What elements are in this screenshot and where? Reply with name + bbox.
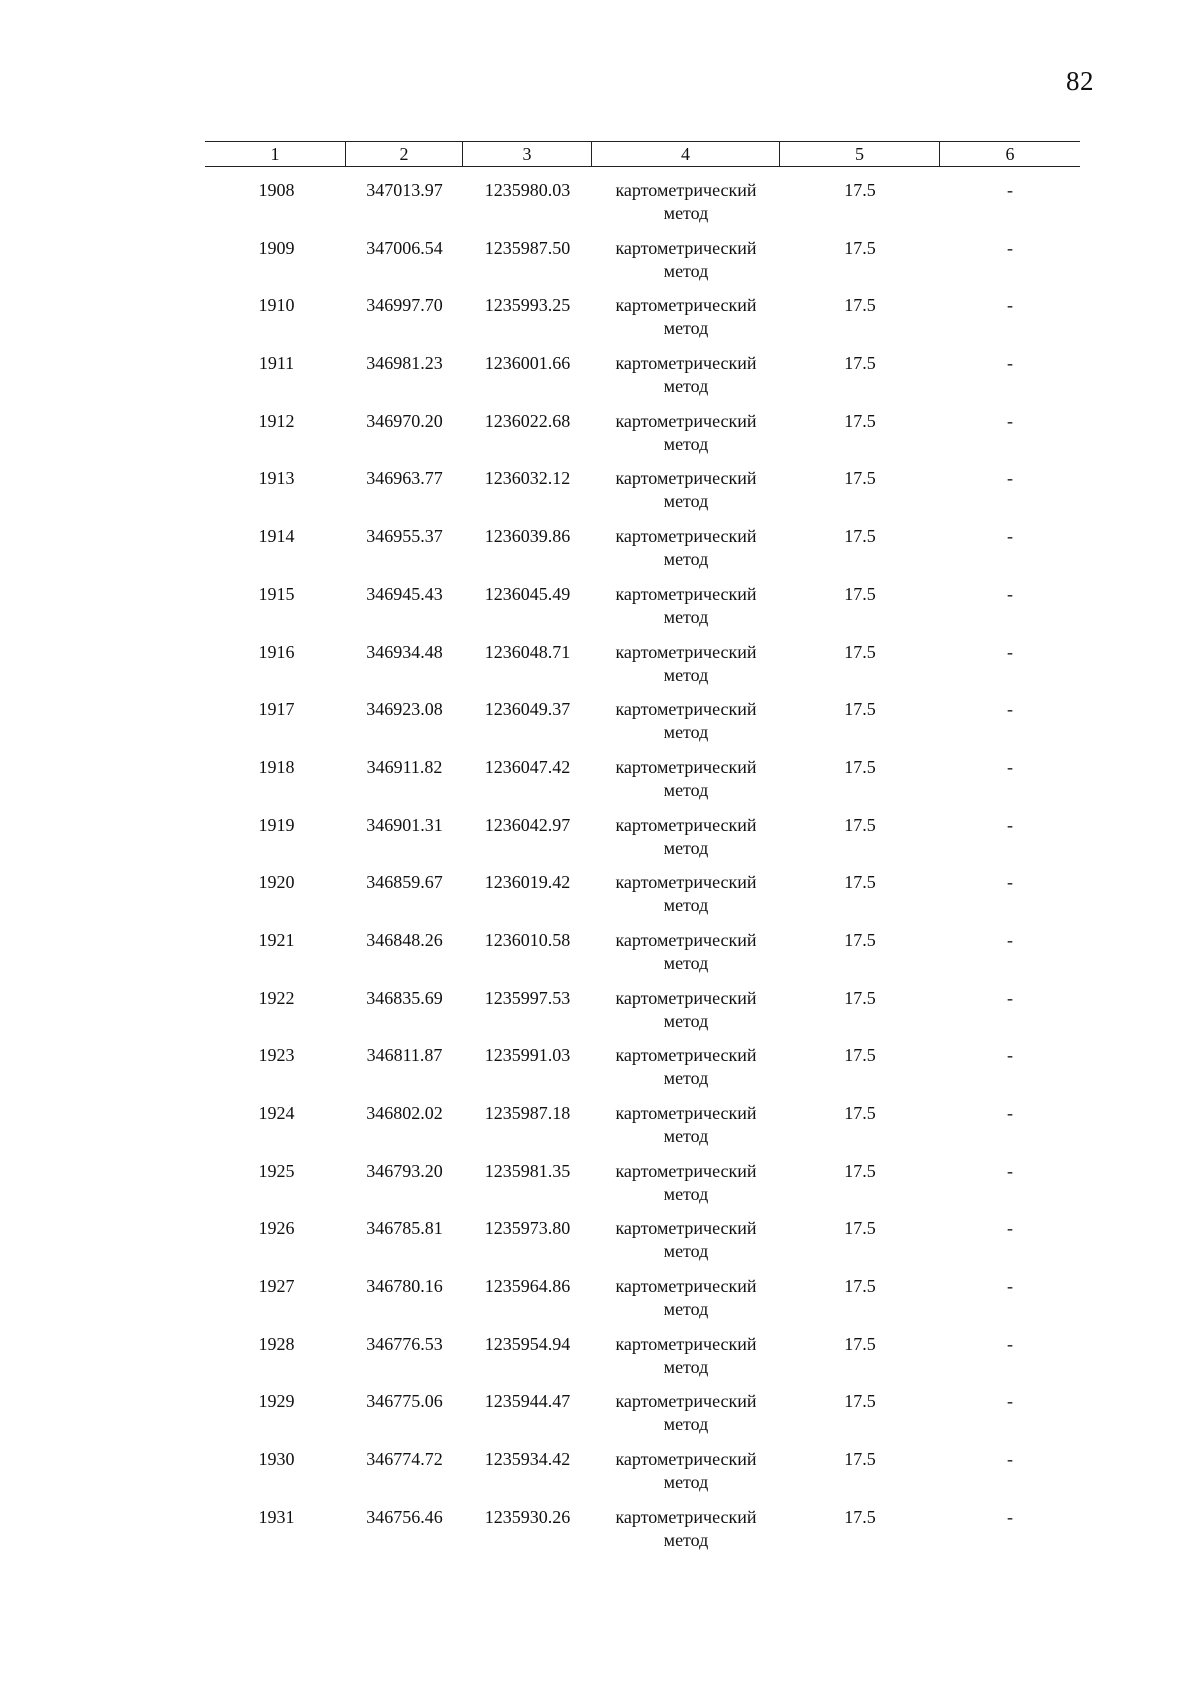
header-col-3: 3: [463, 142, 592, 166]
table-row: [205, 1160, 1080, 1218]
method-line-1: картометрический: [615, 180, 757, 200]
method-line-2: метод: [663, 260, 709, 281]
method-cell: [592, 1275, 780, 1333]
table-row: [205, 814, 1080, 872]
point-id-cell: 1916: [258, 641, 295, 662]
method-line-1: картометрический: [615, 1333, 757, 1354]
method-line-2: метод: [663, 491, 709, 512]
note-cell: -: [1007, 410, 1013, 431]
method-line-2: метод: [663, 549, 709, 570]
method-line-1: картометрический: [615, 1045, 757, 1066]
point-id-cell: 1912: [258, 410, 295, 431]
x-coordinate-cell: 346785.81: [366, 1218, 443, 1239]
point-id-cell: 1915: [258, 583, 295, 604]
method-line-2: метод: [663, 1241, 709, 1262]
point-id-cell: 1919: [258, 814, 295, 835]
table-row: [205, 237, 1080, 295]
accuracy-cell: 17.5: [844, 410, 876, 431]
note-cell: -: [1007, 1449, 1013, 1470]
accuracy-cell: 17.5: [844, 1160, 876, 1181]
x-coordinate-cell: 346859.67: [366, 872, 443, 893]
note-cell: -: [1007, 699, 1013, 720]
table-row: [205, 1333, 1080, 1391]
y-coordinate-cell: 1236045.49: [484, 583, 571, 604]
method-line-1: картометрический: [615, 526, 757, 547]
method-cell: [592, 467, 780, 525]
method-cell: [592, 583, 780, 641]
accuracy-cell: 17.5: [844, 295, 876, 316]
table-row: [205, 352, 1080, 410]
note-cell: -: [1007, 353, 1013, 374]
note-cell: -: [1007, 1218, 1013, 1239]
x-coordinate-cell: 346923.08: [366, 699, 443, 720]
method-line-1: картометрический: [615, 353, 757, 374]
table-row: [205, 1448, 1080, 1506]
method-line-1: картометрический: [615, 583, 757, 604]
table-row: [205, 1506, 1080, 1564]
y-coordinate-cell: 1235930.26: [484, 1506, 571, 1527]
point-id-cell: 1925: [258, 1160, 295, 1181]
point-id-cell: 1927: [258, 1276, 295, 1297]
method-cell: [592, 294, 780, 352]
method-line-2: метод: [663, 203, 709, 223]
table-row: [205, 525, 1080, 583]
method-line-1: картометрический: [615, 468, 757, 489]
accuracy-cell: 17.5: [844, 180, 876, 200]
x-coordinate-cell: 346774.72: [366, 1449, 443, 1470]
accuracy-cell: 17.5: [844, 1276, 876, 1297]
y-coordinate-cell: 1235973.80: [484, 1218, 571, 1239]
y-coordinate-cell: 1236010.58: [484, 929, 571, 950]
method-line-2: метод: [663, 722, 709, 743]
method-cell: [592, 641, 780, 699]
accuracy-cell: 17.5: [844, 468, 876, 489]
note-cell: -: [1007, 1103, 1013, 1123]
y-coordinate-cell: 1236022.68: [484, 410, 571, 431]
x-coordinate-cell: 346848.26: [366, 929, 443, 950]
method-line-2: метод: [663, 1299, 709, 1320]
method-line-1: картометрический: [615, 1160, 757, 1181]
note-cell: -: [1007, 1276, 1013, 1297]
method-line-1: картометрический: [615, 987, 757, 1008]
method-cell: [592, 814, 780, 872]
accuracy-cell: 17.5: [844, 583, 876, 604]
note-cell: -: [1007, 1391, 1013, 1412]
x-coordinate-cell: 346963.77: [366, 468, 443, 489]
y-coordinate-cell: 1236019.42: [484, 872, 571, 893]
method-cell: [592, 929, 780, 987]
method-cell: [592, 1102, 780, 1160]
note-cell: -: [1007, 987, 1013, 1008]
accuracy-cell: 17.5: [844, 814, 876, 835]
y-coordinate-cell: 1236039.86: [484, 526, 571, 547]
point-id-cell: 1920: [258, 872, 295, 893]
table-row: [205, 1217, 1080, 1275]
method-line-1: картометрический: [615, 1103, 757, 1123]
table-row: [205, 929, 1080, 987]
x-coordinate-cell: 346970.20: [366, 410, 443, 431]
method-line-1: картометрический: [615, 237, 757, 258]
x-coordinate-cell: 347013.97: [366, 180, 443, 200]
method-line-1: картометрический: [615, 410, 757, 431]
x-coordinate-cell: 346811.87: [366, 1045, 443, 1066]
x-coordinate-cell: 346802.02: [366, 1103, 443, 1123]
method-line-1: картометрический: [615, 1391, 757, 1412]
method-line-1: картометрический: [615, 1449, 757, 1470]
point-id-cell: 1911: [258, 353, 295, 374]
accuracy-cell: 17.5: [844, 929, 876, 950]
method-line-1: картометрический: [615, 1218, 757, 1239]
x-coordinate-cell: 346911.82: [366, 756, 443, 777]
method-line-2: метод: [663, 952, 709, 973]
x-coordinate-cell: 346997.70: [366, 295, 443, 316]
point-id-cell: 1913: [258, 468, 295, 489]
table-row: [205, 410, 1080, 468]
point-id-cell: 1926: [258, 1218, 295, 1239]
point-id-cell: 1931: [258, 1506, 295, 1527]
table-row: [205, 698, 1080, 756]
method-line-1: картометрический: [615, 1276, 757, 1297]
y-coordinate-cell: 1236001.66: [484, 353, 571, 374]
page-number: 82: [1066, 66, 1094, 96]
point-id-cell: 1921: [258, 929, 295, 950]
table-row: [205, 294, 1080, 352]
point-id-cell: 1930: [258, 1449, 295, 1470]
y-coordinate-cell: 1235997.53: [484, 987, 571, 1008]
method-line-1: картометрический: [615, 814, 757, 835]
note-cell: -: [1007, 872, 1013, 893]
method-line-2: метод: [663, 664, 709, 685]
table-row: [205, 1102, 1080, 1160]
x-coordinate-cell: 346776.53: [366, 1333, 443, 1354]
method-line-2: метод: [663, 318, 709, 339]
method-line-1: картометрический: [615, 929, 757, 950]
method-line-2: метод: [663, 1472, 709, 1493]
accuracy-cell: 17.5: [844, 1391, 876, 1412]
header-col-4: 4: [592, 142, 780, 166]
point-id-cell: 1909: [258, 237, 295, 258]
y-coordinate-cell: 1236042.97: [484, 814, 571, 835]
accuracy-cell: 17.5: [844, 1506, 876, 1527]
method-cell: [592, 1044, 780, 1102]
x-coordinate-cell: 346934.48: [366, 641, 443, 662]
x-coordinate-cell: 346835.69: [366, 987, 443, 1008]
table-row: [205, 179, 1080, 237]
method-line-2: метод: [663, 606, 709, 627]
x-coordinate-cell: 346793.20: [366, 1160, 443, 1181]
x-coordinate-cell: 346901.31: [366, 814, 443, 835]
point-id-cell: 1914: [258, 526, 295, 547]
y-coordinate-cell: 1235980.03: [484, 180, 571, 200]
accuracy-cell: 17.5: [844, 699, 876, 720]
method-cell: [592, 1506, 780, 1564]
point-id-cell: 1923: [258, 1045, 295, 1066]
accuracy-cell: 17.5: [844, 1045, 876, 1066]
method-line-2: метод: [663, 837, 709, 858]
header-col-5: 5: [780, 142, 940, 166]
note-cell: -: [1007, 237, 1013, 258]
method-line-1: картометрический: [615, 872, 757, 893]
x-coordinate-cell: 346981.23: [366, 353, 443, 374]
note-cell: -: [1007, 583, 1013, 604]
method-cell: [592, 525, 780, 583]
table-body: [205, 179, 1080, 1564]
y-coordinate-cell: 1235954.94: [484, 1333, 571, 1354]
note-cell: -: [1007, 641, 1013, 662]
x-coordinate-cell: 347006.54: [366, 237, 443, 258]
coordinates-table: [205, 141, 1080, 1550]
point-id-cell: 1908: [258, 180, 295, 200]
accuracy-cell: 17.5: [844, 1218, 876, 1239]
point-id-cell: 1928: [258, 1333, 295, 1354]
note-cell: -: [1007, 929, 1013, 950]
table-row: [205, 641, 1080, 699]
table-row: [205, 1275, 1080, 1333]
point-id-cell: 1929: [258, 1391, 295, 1412]
note-cell: -: [1007, 1506, 1013, 1527]
y-coordinate-cell: 1235987.50: [484, 237, 571, 258]
method-cell: [592, 1448, 780, 1506]
x-coordinate-cell: 346775.06: [366, 1391, 443, 1412]
point-id-cell: 1922: [258, 987, 295, 1008]
y-coordinate-cell: 1236049.37: [484, 699, 571, 720]
header-col-6: 6: [1005, 144, 1015, 164]
x-coordinate-cell: 346955.37: [366, 526, 443, 547]
method-cell: [592, 987, 780, 1045]
method-line-1: картометрический: [615, 641, 757, 662]
y-coordinate-cell: 1235964.86: [484, 1276, 571, 1297]
accuracy-cell: 17.5: [844, 756, 876, 777]
table-row: [205, 756, 1080, 814]
accuracy-cell: 17.5: [844, 1449, 876, 1470]
table-row: [205, 871, 1080, 929]
y-coordinate-cell: 1236032.12: [484, 468, 571, 489]
method-cell: [592, 871, 780, 929]
method-cell: [592, 1217, 780, 1275]
y-coordinate-cell: 1235993.25: [484, 295, 571, 316]
accuracy-cell: 17.5: [844, 1333, 876, 1354]
accuracy-cell: 17.5: [844, 872, 876, 893]
table-header-row: [205, 141, 1080, 167]
method-line-2: метод: [663, 1356, 709, 1377]
method-cell: [592, 179, 780, 237]
method-line-2: метод: [663, 895, 709, 916]
note-cell: -: [1007, 1160, 1013, 1181]
point-id-cell: 1924: [258, 1103, 295, 1123]
note-cell: -: [1007, 295, 1013, 316]
y-coordinate-cell: 1235991.03: [484, 1045, 571, 1066]
method-cell: [592, 1390, 780, 1448]
method-line-1: картометрический: [615, 756, 757, 777]
note-cell: -: [1007, 180, 1013, 200]
method-line-2: метод: [663, 433, 709, 454]
header-col-1: 1: [205, 142, 346, 166]
method-cell: [592, 698, 780, 756]
accuracy-cell: 17.5: [844, 237, 876, 258]
method-line-2: метод: [663, 1126, 709, 1146]
y-coordinate-cell: 1235981.35: [484, 1160, 571, 1181]
y-coordinate-cell: 1235934.42: [484, 1449, 571, 1470]
method-line-2: метод: [663, 1183, 709, 1204]
accuracy-cell: 17.5: [844, 641, 876, 662]
accuracy-cell: 17.5: [844, 526, 876, 547]
note-cell: -: [1007, 756, 1013, 777]
method-line-1: картометрический: [615, 295, 757, 316]
method-line-1: картометрический: [615, 699, 757, 720]
method-line-2: метод: [663, 1010, 709, 1031]
method-cell: [592, 410, 780, 468]
method-cell: [592, 1333, 780, 1391]
method-cell: [592, 756, 780, 814]
y-coordinate-cell: 1236047.42: [484, 756, 571, 777]
method-line-2: метод: [663, 1529, 709, 1550]
method-line-2: метод: [663, 376, 709, 397]
table-row: [205, 1044, 1080, 1102]
note-cell: -: [1007, 1333, 1013, 1354]
y-coordinate-cell: 1236048.71: [484, 641, 571, 662]
x-coordinate-cell: 346756.46: [366, 1506, 443, 1527]
point-id-cell: 1918: [258, 756, 295, 777]
point-id-cell: 1917: [258, 699, 295, 720]
note-cell: -: [1007, 526, 1013, 547]
method-cell: [592, 1160, 780, 1218]
table-row: [205, 583, 1080, 641]
note-cell: -: [1007, 1045, 1013, 1066]
accuracy-cell: 17.5: [844, 1103, 876, 1123]
y-coordinate-cell: 1235944.47: [484, 1391, 571, 1412]
point-id-cell: 1910: [258, 295, 295, 316]
method-line-1: картометрический: [615, 1506, 757, 1527]
header-col-2: 2: [346, 142, 463, 166]
method-cell: [592, 237, 780, 295]
note-cell: -: [1007, 814, 1013, 835]
table-row: [205, 987, 1080, 1045]
accuracy-cell: 17.5: [844, 353, 876, 374]
x-coordinate-cell: 346945.43: [366, 583, 443, 604]
table-row: [205, 1390, 1080, 1448]
y-coordinate-cell: 1235987.18: [484, 1103, 571, 1123]
x-coordinate-cell: 346780.16: [366, 1276, 443, 1297]
method-line-2: метод: [663, 1068, 709, 1089]
note-cell: -: [1007, 468, 1013, 489]
method-cell: [592, 352, 780, 410]
accuracy-cell: 17.5: [844, 987, 876, 1008]
method-line-2: метод: [663, 779, 709, 800]
table-row: [205, 467, 1080, 525]
method-line-2: метод: [663, 1414, 709, 1435]
